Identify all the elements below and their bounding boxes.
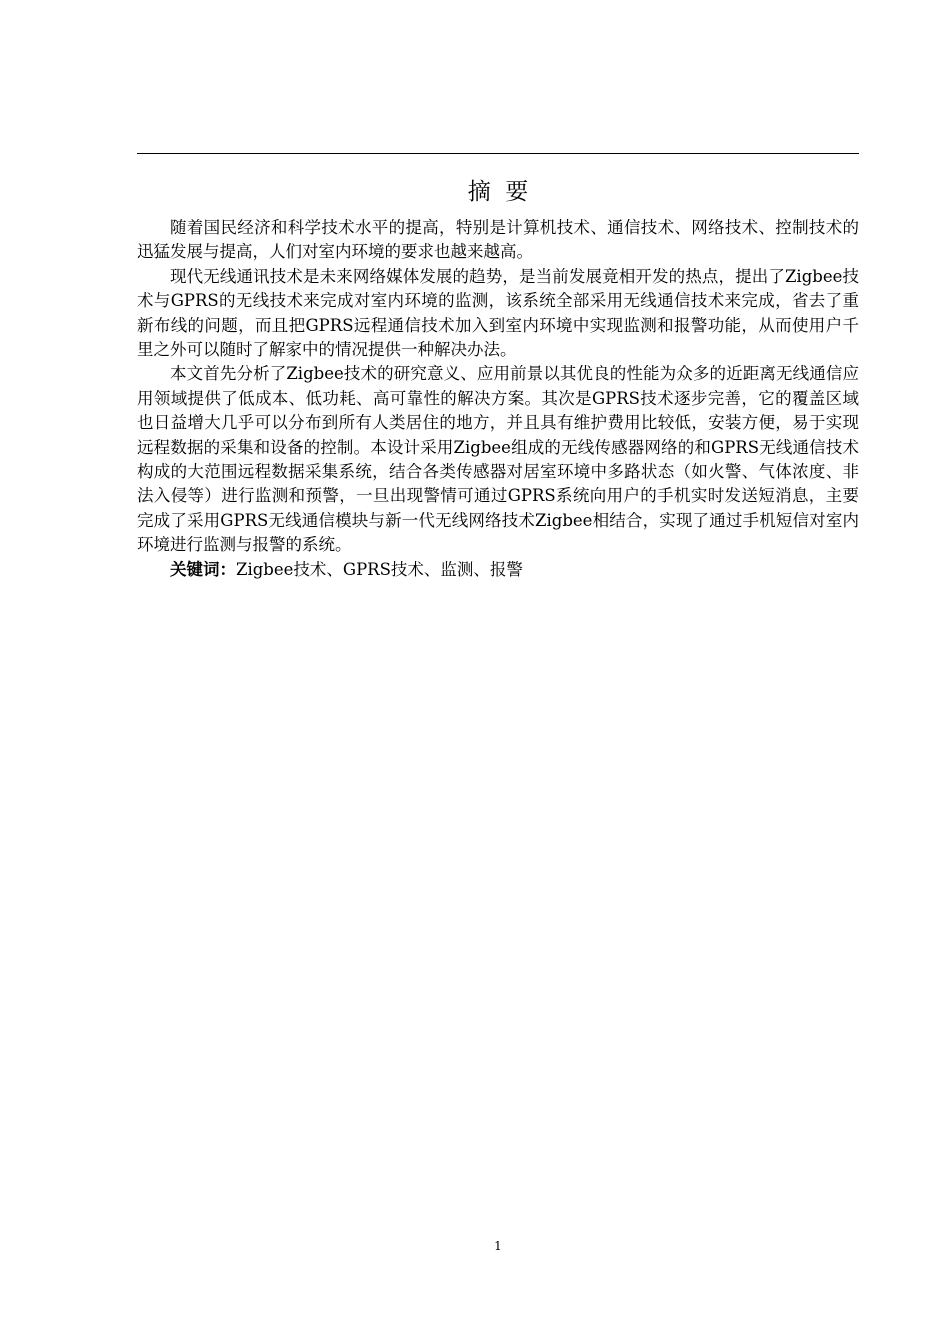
header-rule <box>137 153 859 154</box>
abstract-paragraph-3: 本文首先分析了Zigbee技术的研究意义、应用前景以其优良的性能为众多的近距离无线通信应用领域提供了低成本、低功耗、高可靠性的解决方案。其次是GPRS技术逐步完善，它的覆盖区域也日益增大几乎可以分布到所有人类居住的地方，并且具有维护费用比较低，安装方便，易于实现远程数据的采集和设备的控制。本设计采用Zigbee组成的无线传感器网络的和GPRS无线通信技术构成的大范围远程数据采集系统，结合各类传感器对居室环境中多路状态（如火警、气体浓度、非法入侵等）进行监测和预警，一旦出现警情可通过GPRS系统向用户的手机实时发送短消息，主要完成了采用GPRS无线通信模块与新一代无线网络技术Zigbee相结合，实现了通过手机短信对室内环境进行监测与报警的系统。 <box>137 364 859 555</box>
abstract-title: 摘 要 <box>467 179 529 205</box>
page-number: 1 <box>494 1239 502 1253</box>
abstract-body <box>137 216 859 582</box>
abstract-paragraph-1: 随着国民经济和科学技术水平的提高，特别是计算机技术、通信技术、网络技术、控制技术的迅猛发展与提高，人们对室内环境的要求也越来越高。 <box>137 218 859 262</box>
keywords-line <box>137 558 859 582</box>
keywords-label: 关键词： <box>170 559 236 579</box>
keywords-text: Zigbee技术、GPRS技术、监测、报警 <box>236 559 523 579</box>
abstract-paragraph-2: 现代无线通讯技术是未来网络媒体发展的趋势，是当前发展竟相开发的热点，提出了Zigbee技术与GPRS的无线技术来完成对室内环境的监测，该系统全部采用无线通信技术来完成，省去了重新布线的问题，而且把GPRS远程通信技术加入到室内环境中实现监测和报警功能，从而使用户千里之外可以随时了解家中的情况提供一种解决办法。 <box>137 266 859 360</box>
